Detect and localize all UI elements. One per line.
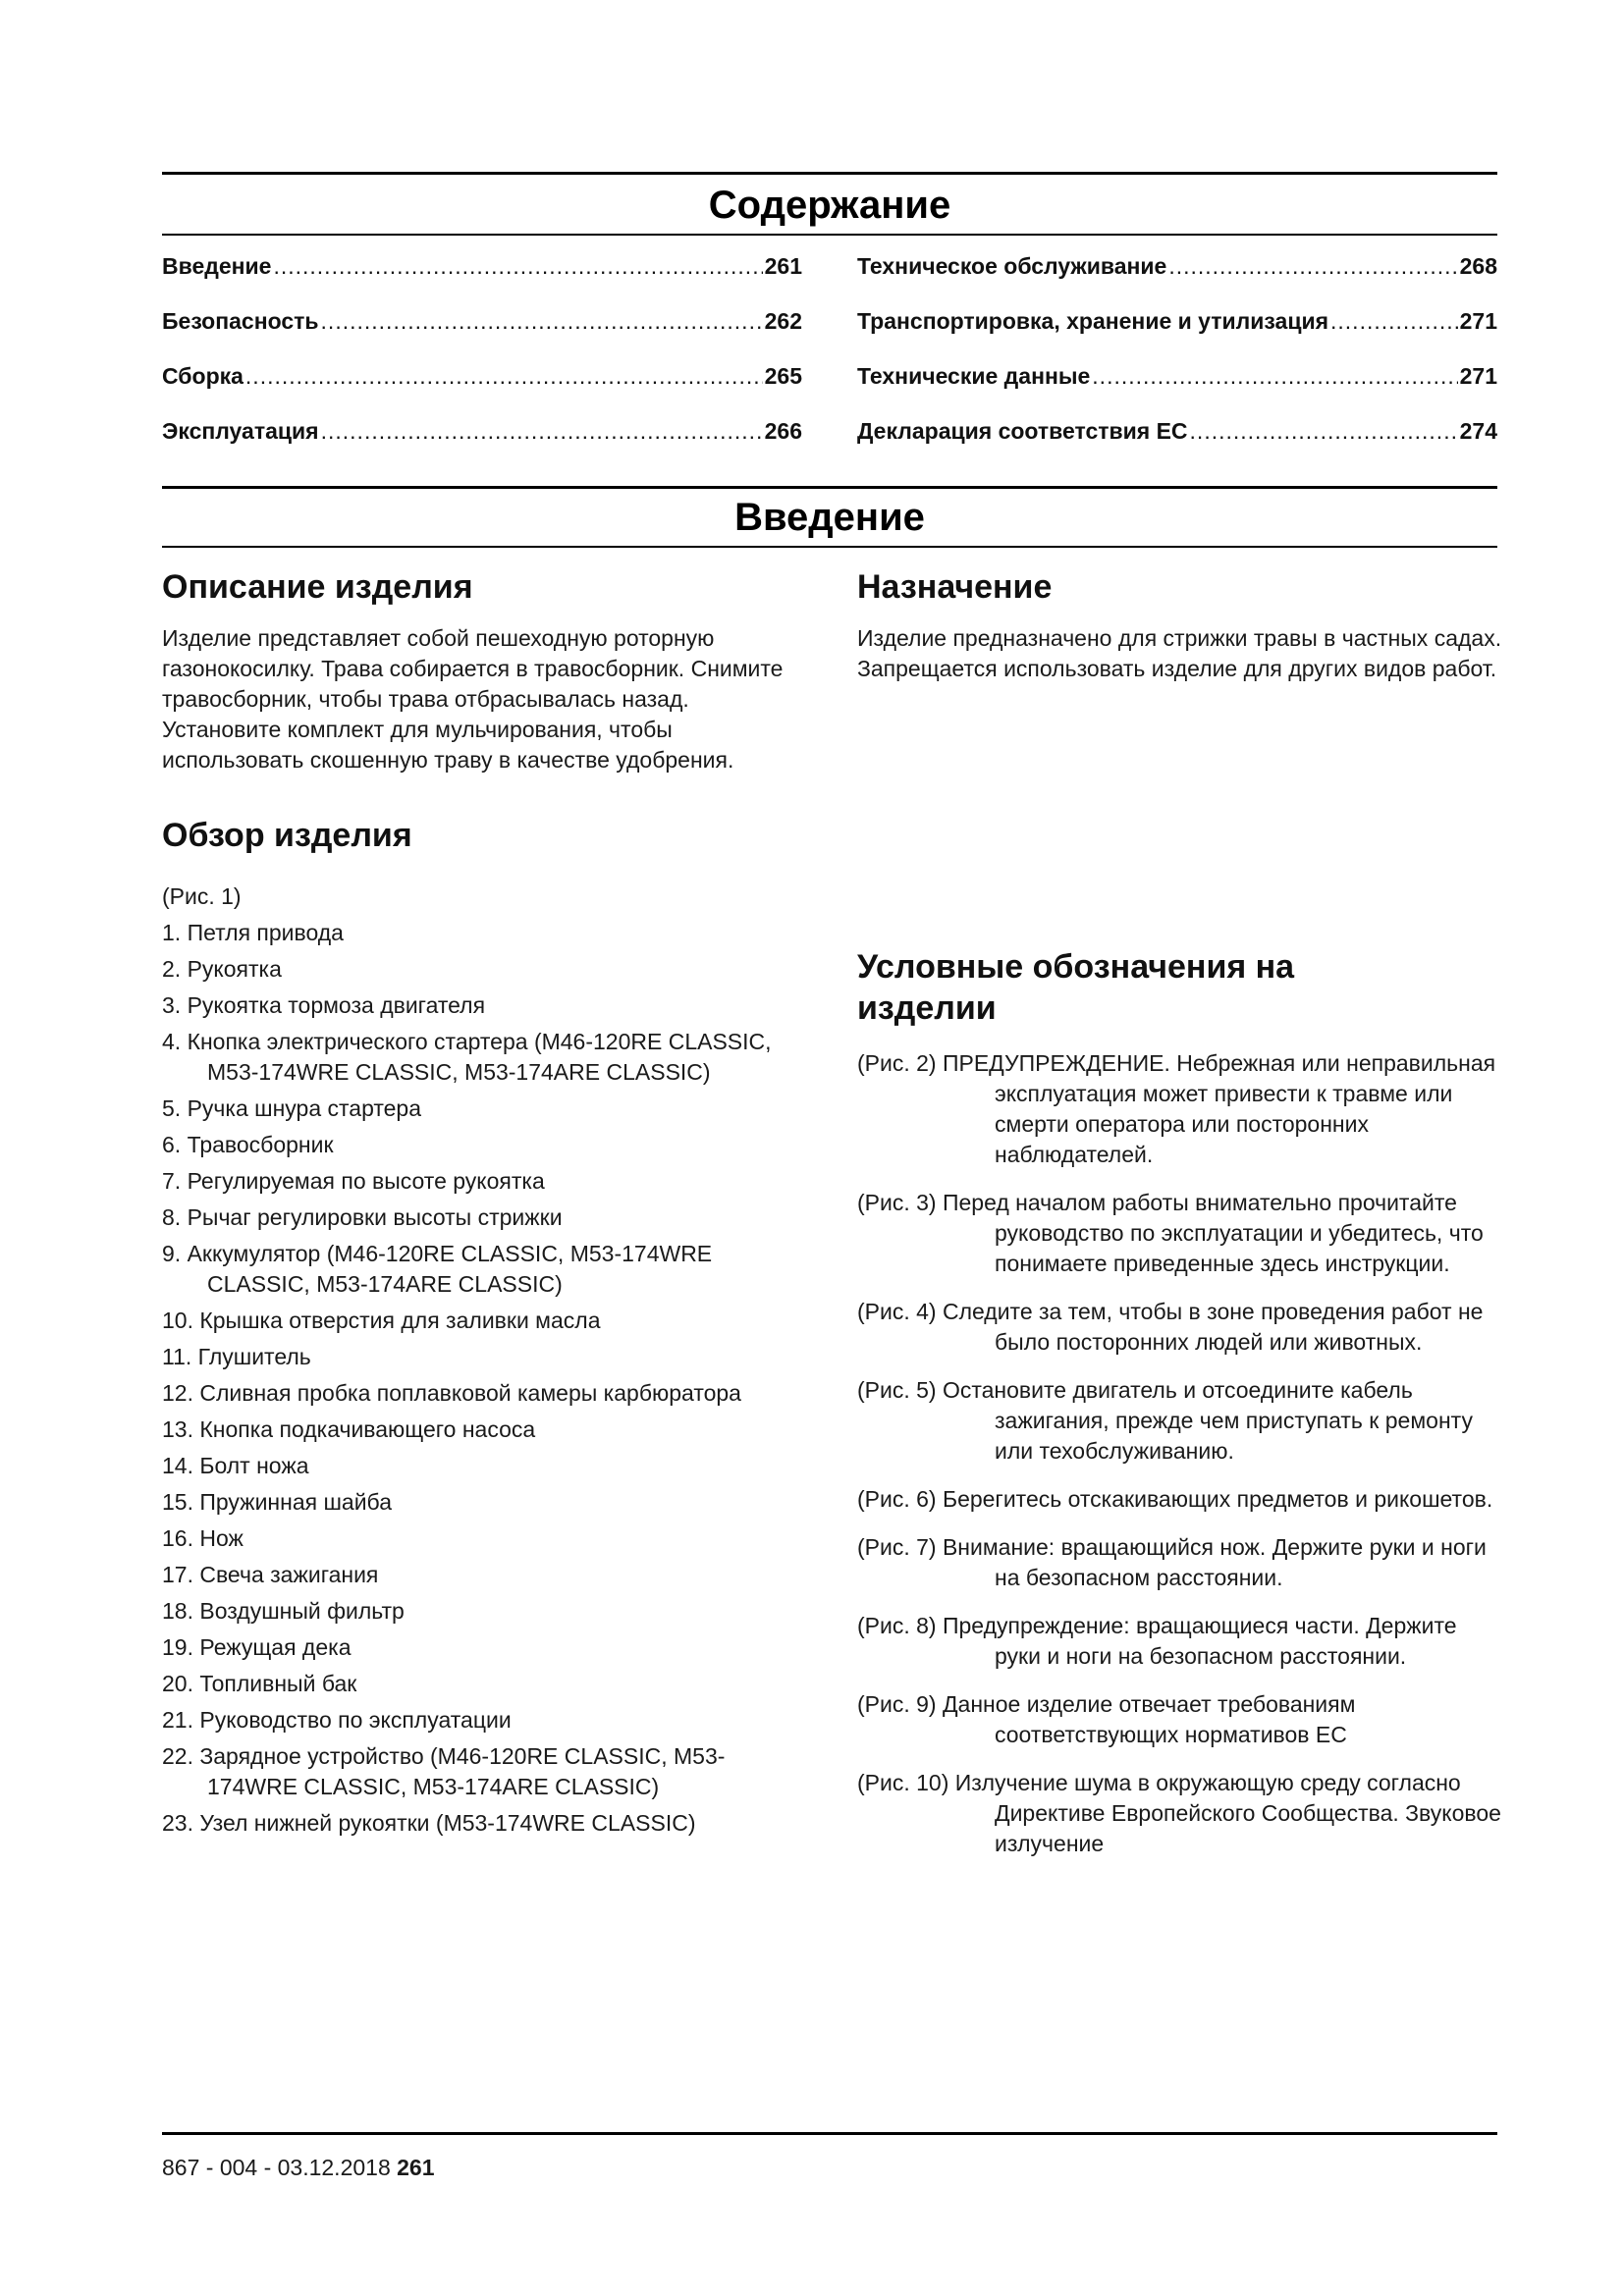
toc-right-column — [857, 253, 1497, 473]
list-item: 12. Сливная пробка поплавковой камеры карбюратора — [162, 1380, 741, 1406]
list-item: 19. Режущая дека — [162, 1634, 352, 1660]
intro-top-rule — [162, 486, 1497, 489]
symbols-section — [857, 946, 1505, 1877]
list-item: 23. Узел нижней рукоятки (M53-174WRE CLASSIC) — [162, 1810, 696, 1836]
list-item: 18. Воздушный фильтр — [162, 1598, 405, 1624]
toc-entry-technical-data[interactable]: Технические данные ..... 271 — [857, 363, 1497, 418]
symbol-item: (Рис. 9) Данное изделие отвечает требованиям соответствующих нормативов ЕС — [857, 1691, 1356, 1747]
symbol-item: (Рис. 3) Перед началом работы внимательно прочитайте руководство по эксплуатации и убедитесь, что понимаете приведенные здесь инструкции. — [857, 1190, 1484, 1276]
list-item: 16. Нож — [162, 1525, 244, 1551]
list-item: 8. Рычаг регулировки высоты стрижки — [162, 1204, 563, 1230]
intro-title: Введение — [734, 496, 925, 539]
list-item: 21. Руководство по эксплуатации — [162, 1707, 512, 1733]
toc-entry-assembly[interactable]: Сборка ..... 265 — [162, 363, 802, 418]
intended-use-text: Изделие предназначено для стрижки травы в частных садах. Запрещается использовать изделие для других видов работ. — [857, 625, 1502, 681]
symbol-item: (Рис. 4) Следите за тем, чтобы в зоне проведения работ не было посторонних людей или животных. — [857, 1299, 1484, 1355]
toc-entry-introduction[interactable]: Введение ..... 261 — [162, 253, 802, 308]
product-overview-list — [162, 918, 810, 1839]
symbol-item: (Рис. 10) Излучение шума в окружающую среду согласно Директиве Европейского Сообщества. Звуковое излучение — [857, 1770, 1501, 1856]
right-column — [857, 566, 1505, 684]
symbol-item: (Рис. 5) Остановите двигатель и отсоедините кабель зажигания, прежде чем приступать к ремонту или техобслуживанию. — [857, 1377, 1473, 1464]
list-item: 22. Зарядное устройство (M46-120RE CLASSIC, M53-174WRE CLASSIC, M53-174ARE CLASSIC) — [162, 1743, 726, 1799]
toc-title-rule — [162, 234, 1497, 236]
list-item: 13. Кнопка подкачивающего насоса — [162, 1416, 536, 1442]
toc-entry-transport[interactable]: Транспортировка, хранение и утилизация ..... 271 — [857, 308, 1497, 363]
list-item: 6. Травосборник — [162, 1132, 334, 1157]
list-item: 1. Петля привода — [162, 920, 344, 945]
product-description-heading: Описание изделия — [162, 568, 473, 606]
intro-title-rule — [162, 546, 1497, 548]
list-item: 4. Кнопка электрического стартера (M46-120RE CLASSIC, M53-174WRE CLASSIC, M53-174ARE CLASSIC) — [162, 1029, 772, 1085]
symbol-item: (Рис. 7) Внимание: вращающийся нож. Держите руки и ноги на безопасном расстоянии. — [857, 1534, 1487, 1590]
list-item: 5. Ручка шнура стартера — [162, 1095, 422, 1121]
footer-rule — [162, 2132, 1497, 2135]
list-item: 3. Рукоятка тормоза двигателя — [162, 992, 486, 1018]
list-item: 10. Крышка отверстия для заливки масла — [162, 1308, 601, 1333]
list-item: 11. Глушитель — [162, 1344, 311, 1369]
figure-reference: (Рис. 1) — [162, 883, 242, 909]
list-item: 2. Рукоятка — [162, 956, 282, 982]
intended-use-heading: Назначение — [857, 568, 1053, 606]
symbol-item: (Рис. 6) Берегитесь отскакивающих предметов и рикошетов. — [857, 1486, 1493, 1512]
symbols-heading: Условные обозначения на изделии — [857, 948, 1295, 1027]
symbol-item: (Рис. 8) Предупреждение: вращающиеся части. Держите руки и ноги на безопасном расстоянии. — [857, 1613, 1457, 1669]
list-item: 9. Аккумулятор (M46-120RE CLASSIC, M53-174WRE CLASSIC, M53-174ARE CLASSIC) — [162, 1241, 713, 1297]
list-item: 17. Свеча зажигания — [162, 1562, 379, 1587]
toc-entry-operation[interactable]: Эксплуатация ..... 266 — [162, 418, 802, 473]
page-number: 261 — [397, 2155, 435, 2180]
document-reference: 867 - 004 - 03.12.2018 — [162, 2155, 391, 2180]
list-item: 14. Болт ножа — [162, 1453, 309, 1478]
toc-top-rule — [162, 172, 1497, 175]
toc-entry-declaration[interactable]: Декларация соответствия ЕС ..... 274 — [857, 418, 1497, 473]
toc-left-column — [162, 253, 802, 473]
left-column — [162, 566, 810, 1844]
toc-title: Содержание — [708, 184, 951, 227]
toc-entry-safety[interactable]: Безопасность ..... 262 — [162, 308, 802, 363]
list-item: 7. Регулируемая по высоте рукоятка — [162, 1168, 545, 1194]
page-footer — [162, 2155, 435, 2181]
list-item: 15. Пружинная шайба — [162, 1489, 392, 1515]
product-overview-heading: Обзор изделия — [162, 817, 412, 854]
symbol-item: (Рис. 2) ПРЕДУПРЕЖДЕНИЕ. Небрежная или неправильная эксплуатация может привести к травме или смерти оператора или посторонних наблюдателей. — [857, 1050, 1496, 1167]
list-item: 20. Топливный бак — [162, 1671, 357, 1696]
product-description-text: Изделие представляет собой пешеходную роторную газонокосилку. Трава собирается в травосборник. Снимите травосборник, чтобы трава отбрасывалась назад. Установите комплект для мульчирования, чтобы использовать скошенную траву в качестве удобрения. — [162, 625, 784, 773]
toc-entry-maintenance[interactable]: Техническое обслуживание ..... 268 — [857, 253, 1497, 308]
